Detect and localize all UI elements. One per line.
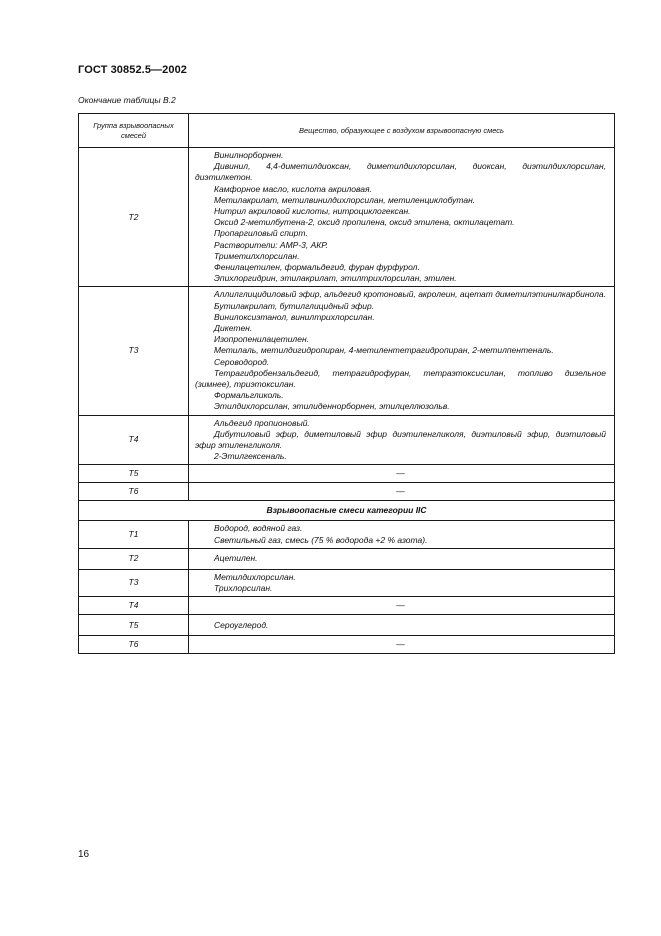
document-header: ГОСТ 30852.5—2002 (78, 64, 188, 76)
substance-item: Растворители: АМР-3, АКР. (214, 239, 329, 250)
table-row (79, 615, 615, 636)
table-row (79, 415, 615, 465)
substance-item: Аллилглицидиловый эфир, альдегид кротоновый, акролеин, ацетат диметилэтинилкарбинола. (214, 289, 606, 300)
table-body-part1 (79, 148, 615, 501)
section-title: Взрывоопасные смеси категории IIC (79, 501, 615, 521)
substance-item: Светильный газ, смесь (75 % водорода +2 % азота). (214, 534, 428, 545)
table-caption: Окончание таблицы В.2 (78, 95, 176, 105)
table-row (79, 548, 615, 569)
column-header-substance: Вещество, образующее с воздухом взрывоопасную смесь (189, 114, 615, 148)
substance-item: Оксид 2-метилбутена-2, оксид пропилена, оксид этилена, октилацетат. (214, 217, 515, 228)
substances-table (78, 113, 615, 654)
table-row (79, 148, 615, 287)
group-cell: Т2 (79, 548, 189, 569)
group-cell: Т1 (79, 521, 189, 548)
substance-cell: — (189, 636, 615, 654)
substance-item: Сероуглерод. (214, 619, 269, 630)
substance-item: Винилнорборнен. (214, 150, 284, 160)
column-header-group: Группа взрывоопасных смесей (79, 114, 189, 148)
substance-item: Метилакрилат, метилвинилдихлорсилан, метиленциклобутан. (214, 194, 476, 205)
substance-item: Камфорное масло, кислота акриловая. (214, 183, 372, 194)
section-row (79, 501, 615, 521)
substance-item: Винилоксиэтанол, винилтрихлорсилан. (214, 311, 375, 322)
substance-item: Пропаргиловый спирт. (214, 228, 308, 239)
group-cell: Т3 (79, 569, 189, 596)
substance-item: Формальгликоль. (214, 390, 284, 401)
substance-cell (189, 548, 615, 569)
substance-item: Ацетилен. (214, 553, 258, 564)
substance-item: Трихлорсилан. (214, 583, 273, 594)
table-row (79, 287, 615, 415)
group-cell: Т2 (79, 148, 189, 287)
table-row (79, 521, 615, 548)
substance-item: Дикетен. (214, 323, 253, 334)
substance-item: Метилаль, метилдигидропиран, 4-метилентетрагидропиран, 2-метилпентеналь. (214, 345, 554, 356)
substance-cell (189, 615, 615, 636)
group-cell: Т4 (79, 415, 189, 465)
substance-item: Фенилацетилен, формальдегид, фуран фурфурол. (214, 262, 420, 273)
group-cell: Т5 (79, 465, 189, 483)
substance-cell (189, 148, 615, 287)
substance-item: Дибутиловый эфир, диметиловый эфир диэтиленгликоля, диэтиловый эфир, диэтиловый эфир этиленгликоля. (195, 428, 606, 451)
substance-item: Триметилхлорсилан. (214, 250, 300, 261)
page-number: 16 (78, 849, 90, 860)
group-cell: Т5 (79, 615, 189, 636)
substance-item: Дивинил, 4,4-диметилдиоксан, диметилдихлорсилан, диоксан, диэтилдихлорсилан, диэтилкетон. (195, 161, 606, 183)
substance-item: Эпихлоргидрин, этилакрилат, этилтрихлорсилан, этилен. (214, 273, 457, 284)
substance-cell (189, 521, 615, 548)
table-row (79, 597, 615, 615)
substance-item: Метилдихлорсилан. (214, 571, 296, 582)
group-cell: Т4 (79, 597, 189, 615)
substance-cell (189, 415, 615, 465)
table-row (79, 636, 615, 654)
substance-cell (189, 287, 615, 415)
table-body-part2 (79, 521, 615, 654)
substance-item: Тетрагидробензальдегид, тетрагидрофуран, тетраэтоксисилан, топливо дизельное (зимнее), триэтоксилан. (195, 367, 606, 390)
group-cell: Т6 (79, 636, 189, 654)
table-section (79, 501, 615, 521)
substance-item: 2-Этилгексеналь. (214, 451, 287, 462)
substance-item: Изопропенилацетилен. (214, 334, 309, 345)
substance-cell: — (189, 465, 615, 483)
substance-cell: — (189, 483, 615, 501)
substance-item: Этилдихлорсилан, этилиденнорборнен, этилцеллюзольв. (214, 401, 450, 412)
table-row (79, 465, 615, 483)
substance-item: Нитрил акриловой кислоты, нитроциклогексан. (214, 206, 411, 217)
table-row (79, 483, 615, 501)
substance-item: Водород, водяной газ. (214, 523, 303, 534)
substance-item: Бутилакрилат, бутилглицидный эфир. (214, 300, 375, 311)
substance-item: Сероводород. (214, 356, 270, 367)
substance-cell: — (189, 597, 615, 615)
table-header-row (79, 114, 615, 148)
substance-cell (189, 569, 615, 596)
substance-item: Альдегид пропионовый. (214, 417, 310, 428)
group-cell: Т6 (79, 483, 189, 501)
group-cell: Т3 (79, 287, 189, 415)
table-row (79, 569, 615, 596)
